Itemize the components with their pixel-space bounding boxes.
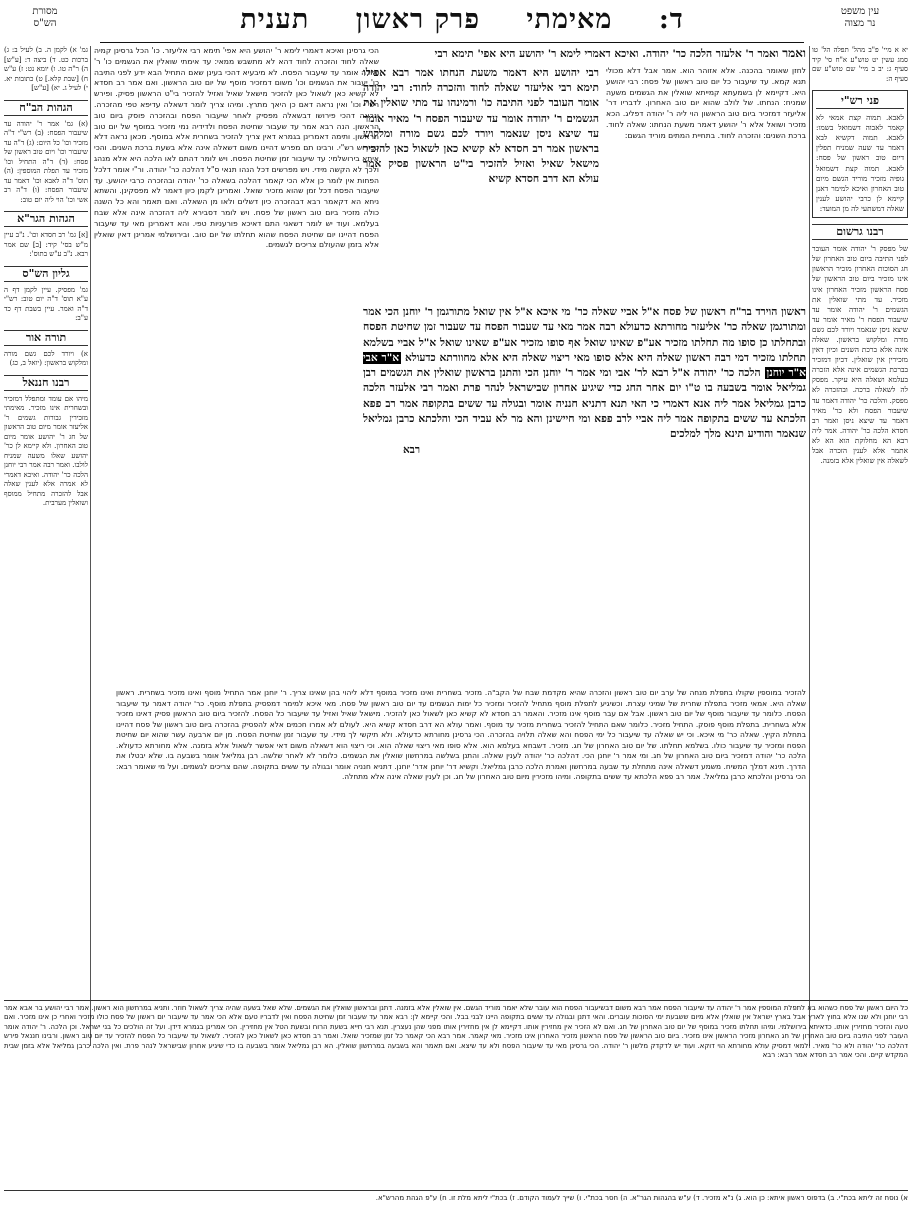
pnei-rashi-title: פני רש"י: [816, 94, 904, 109]
masoret-caption: מסורת הש"ס: [32, 6, 58, 29]
rabenu-hananel-title: רבנו חננאל: [4, 375, 88, 391]
haghot-hagra-text: [א] גמ' רב חסדא וכו'. נ"ב עיין מ"ש בסי' קיד: [ב] שם אמר רבא. נ"ב ע"ש בתוס':: [4, 231, 88, 259]
left-margin-column: [4, 46, 88, 1046]
gemara-main-block: רבי יהושע היא דאמר משעת הנחתו אמר רבא אפילו תימא רבי אליעזר שאלה לחוד והזכרה לחוד: רבי יהודה אומר העובר לפני התיבה כו' ורמינהו עד מתי שואלין את הגשמים ר' יהודה אומר עד שיעבור הפסח ר' מאיר אומר עד שיצא ניסן שנאמר ויורד לכם גשם מורה ומלקוש בראשון אמר רב חסדא לא קשיא כאן לשאול כאן להזכיר מישאל שאיל ואזיל להזכיר בי"ט הראשון פסיק אמר עולא הא דרב חסדא קשיא: [363, 67, 599, 186]
bottom-commentary: כל היום ראשון של פסח כשהוא בא לתפלת המוספין אמר ר' יהודה עד שיעבור הפסח אמר רבא משום דבשיעבור הפסח הוא עובר שלא יאמר מוריד הגשם. אין שואלין אלא בזמנה. דתנן ובראשון שואלין את הגשמים. שלא שאל בשעה שהיה צריך לשאול חוזר. ותניא במרחשון הוא ראשון. אמר רבי יהושע בר אבא אמר רבי יוחנן ולא שנו אלא בחוץ לארץ אבל בארץ ישראל אין שואלין אלא מיום ששבעת ימי הסוכות עוברים. והאי דתנן ובגולה עד ששים בתקופה היינו לבני בבל. והכי קיימא לן: רבא אמר עד שעבור זמן שחיטת הפסח ואין לדבריו טעם אלא הכי אמר עד שיעבור יום ראשון של פסח כולו מזכיר ואחרי כן אינו מזכיר. ואם טעה והזכיר מחזירין אותו. כדאיתא בירושלמי. ומיהו תחלתו מזכיר במוסף של יום טוב האחרון של חג. ואם לא הזכיר אין מחזירין אותו. דקיימא לן אין מחזירין אותו מפני שהן נעצרין. תנא רבי חייא בשעת הרוח ובשעת הטל אין מחזירין. הכי אמרינן בגמרא דידן. ועל זה הולכים כל בני ישראל. וכן הלכה. ר' יהודה אומר העובר לפני התיבה ביום טוב האחרון של חג האחרון מזכיר הראשון אינו מזכיר. ביום טוב הראשון של פסח הראשון מזכיר האחרון אינו מזכיר. מאי קאמר. אמר רבא הכי קאמר כל זמן שמזכיר שואל. ואמר רב חסדא כאן לשאול כאן להזכיר. לשאול עד שיעבור כל הפסח להזכיר עד יום טוב ראשון. ורבינו חננאל פירש דהלכה כר' יהודה ולא כר' מאיר. ולמאי דמסיק עולא מחורתא הוי דוקא. ועוד יש לדקדק מלשון ר' יהודה. הכי גרסינן מאי עד שיעבור הפסח ולא עד שיצא. ואם תאמר והא בשבעה במרחשון שואלין. הא רבן גמליאל אומר בשבעה בו כדי שיגיע אחרון שבישראל לנהר פרת. ואין הלכה כרבן גמליאל אלא בזמן שבית המקדש קיים. והכי אמר רב חסדא אמר רבא: רבא: [4, 1000, 908, 1189]
haghot-hagra-title: הגהות הגר"א: [4, 211, 88, 227]
masoret-text: גמ' א) לקמן ה. ב) לעיל ב: ג) ברכות כט. ד) ביצה ד: [ע"ש] ה) ר"ה טו. ו) יומא נט: ז) ע"ש ח) [שבת קלא.] ט) כתובות יא. י) לעיל ג. יא) [ע"ש]: [4, 46, 88, 92]
rabenu-gershom-text: של מפסק ר' יהודה אומר העובר לפני התיבה ביום טוב האחרון של חג הסוכות האחרון מזכיר הראשון אינו מזכיר ביום טוב הראשון של פסח הראשון מזכיר האחרון אינו מזכיר. עד מתי שואלין את הגשמים ר' יהודה אומר עד שיעבור הפסח ר' מאיר אומר עד שיצא ניסן שנאמר ויורד לכם גשם מורה ומלקוש בראשון. שאלה אינה אלא ברכת השנים וכיון דאין מזכירין אין שואלין. דכיון דמזכיר בברכת הגשמים אינה אלא הזכרה בעלמא ושאלה היא עיקר. מפסק לה לשאלה ברכה. ובהזכרה לא מפסק. והלכה כר' יהודה דאמר עד שיעבור הפסח ולא כר' מאיר דאמר עד שיצא ניסן ואמר רב חסדא הלכה כר' יהודה. אמר ליה רבא הא מחלוקת הוא הא לא אתמר אלא לענין הזכרה אבל לשאלה אין שואלין אלא בזמנה.: [812, 244, 908, 466]
gilyon-title: גליון הש"ס: [4, 266, 88, 282]
gilyon-text: גמ' מפסיק. עיין לקמן דף ה ע"א תוס' ד"ה יום טוב: רש"י ד"ה ואמר. עיין בשבת דף כד ע"ב:: [4, 285, 88, 323]
chapter-name: מאימתי: [526, 4, 613, 35]
rashi-wide-block: להזכיר במוספין שקולו בתפלת מנחה של ערב יום טוב ראשון והזכרה שהיא מקדמת שבח של הקב"ה. מזכיר בשחרית ואינו מזכיר במוסף דלא ליהוי בהן שאינו צריך. ר' יוחנן אמר התחיל מוסף ואינו מזכיר בשחרית. ראשון שאלה היא. אמאי מזכיר בתפלת שחרית של שמיני עצרת. וכשיגיע לתפלת מוסף מתחיל להזכיר ומזכיר כל ימות הגשמים עד יום טוב ראשון של פסח. מאי איכא למימר דמפסיק בתפלת מוסף. כר' יהודה דאמר עד שיעבור הפסח. כלומר עד שיעבור מוסף של יום טוב ראשון. אבל אם עבר מוסף אינו מזכיר. והאמר רב חסדא לא קשיא כאן לשאול כאן להזכיר. מישאל שאיל ואזיל עד שיעבור כל הפסח. להזכיר ביום טוב הראשון פסיק דאינו מזכיר אלא בשחרית. בתפלת מוסף פוסק. התחיל מזכיר. כלומר שאם התחיל להזכיר בשחרית מזכיר עד מוסף. ואמר עולא הא דרב חסדא קשיא היא. לעולם לא אמרו חכמים אלא להפסיק בהזכרה ביום טוב ראשון של פסח דהיינו בתחלת הקיץ. שאלה כר' מי איכא. וכי יש שאלה עד שיעבור כל ימי הפסח והא שאלה תלויה בהזכרה. הכי גרסינן מחורתא כדעולא. ולא תיקשי לך מידי. עד שעבור זמן שחיטת הפסח. מן יום ארבעה עשר שהוא יום שחיטת הפסח ומזכיר עד שיעבור כולו. בשלמא תחלתו. של יום טוב האחרון של חג. מזכיר. דשבחא בעלמא הוא. אלא סופו מאי ריצוי שאלה הוא. וכי ריצוי הוא דשאלה משום דאי אפשר לשאול אלא בזמנה. אלא מחורתא כדעולא. הלכה כר' יהודה דמזכיר ביום טוב האחרון של חג. ומי אמר ר' יוחנן הכי. דהלכה כר' יהודה לענין שאלה. והתנן בשלשה במרחשון שואלין את הגשמים. כלומר לא לאחר שלשה. רבן גמליאל אומר בשבעה בו. שלא יבטלו את הדרך. תינא דמלך המשיח. משמע דשאלה אינה מתחלת עד שבעה במרחשון ואמרת הלכה כרבן גמליאל. וקשיא דר' יוחנן אדר' יוחנן. דתניא חנניה אומר ובגולה עד ששים בתקופה. שהם צריכים לגשמים. ועל מי שאומר רבא: הכי גרסינן והלכתא כרבן גמליאל. אמר רב פפא הלכתא עד ששים בתקופה. ומיהו מזכירין מיום טוב האחרון של חג. וכן לענין שאלה אינה אלא מתחלה.: [116, 688, 806, 781]
right-divider: [809, 46, 810, 1046]
pnei-rashi-box: [812, 90, 908, 218]
rabenu-gershom-title: רבנו גרשום: [812, 224, 908, 240]
gemara-body-2: ראשון הוירד בר"ח ראשון של פסח א"ל אביי שאלה כר' מי איכא א"ל אין שואל מתורגמן ר' יוחנן הכי אמר ומתורגמן שאלה כר' אליעזר מחורתא כדעולא רבה אמר מאי עד שעבור הפסח עד שעבור זמן שחיטת הפסח ובתחלתו כן סופו מה תחלתו מזכיר אע"פ שאינו שואל אף סופו מזכיר אע"פ שאינו שואל א"ל אביי בשלמא תחלתו מזכיר דמי רבה ראשון שאלה היא אלא סופו מאי ריצוי שאלה היא אלא מחוורתא כדעולא: [363, 306, 806, 364]
torah-or-text: א) ויורד לכם גשם מורה ומלקוש בראשון: (יואל ב, כג): [4, 349, 88, 368]
rabenu-hananel-text: מיהו אם עומד ומתפלל דמזכיר ובשחרית אינו מזכיר. מאימתי מזכירין גבורות גשמים ר' אליעזר אומר מיום טוב הראשון של חג ר' יהושע אומר מיום טוב האחרון. ולא קיימא לן כר' יהושע שאלו משעה שמניח לולבו. ואמר רבה אמר רבי יוחנן הלכה כר' יהודה. ואיכא דאמרי לא אמרה אלא לענין שאלה אבל להזכרה מתחיל ממוסף ושואלין מערבית.: [4, 394, 88, 508]
rashi-commentary: לחזן שאומר בהכנה. אלא אזוהר הוא. אמר אבל דלא מכולי תנא קמא. עד שיעבור כל יום טוב ראשון של פסח: רבי יהושע היא. דקיימא לן בשמעתא קמייתא שואלין את הגשמים משעה שמניח: הנחתו. של לולב שהוא יום טוב האחרון. לדבריו דר' אליעזר דמזכיר ביום טוב הראשון הוי ליה ר' יהודה דפליג. הכא מזכיר ושואל אלא ר' יהושע דאמר משעת הנחתו: שאלה לחוד. ברכת השנים: והזכרה לחוד. בתחיית המתים מוריד הגשם:: [606, 66, 806, 140]
gemara-body-3: הלכה כר' יהודה א"ל רבא לר' אבי ומי אמר ר' יוחנן הכי והתנן בראשון שואלין את הגשמים רבן גמליאל אומר בשבעה בו ט"ו יום אחר החג כדי שיגיע אחרון שבישראל לנהר פרת ואמר רבי אלעזר הלכה כרבן גמליאל אמר ליה אנא דאמרי כי האי תנא דתניא חנניה אומר ובגולה עד ששים בתקופה אמר רב פפא הלכתא עד ששים בתקופה אמר ליה אביי לרב פפא ומי חיישינן והא מר לא עביד הכי והלכתא כרבן גמליאל שנאמר והודיע תינא מלך למלכים: [363, 367, 806, 441]
tractate-name: תענית: [240, 4, 310, 35]
gemara-wide-block: [363, 305, 806, 685]
pnei-rashi-text: לאבא. תמוה קצת אמאי לא קאמר לאבוה דשמואל בשמו: לאבא. תמוה דקשיא לבא דאמר עד שעה שמניח תפלין דיום טוב ראשון של פסח: לאבא. תמוה קצת דשמואל גופיה מזכיר מוריד הגשם מיום טוב האחרון ואיכא למימר דאנן קיימא לן כרבי יהושע לענין שאלה דמשתעי לה מן המועד:: [816, 113, 904, 213]
header-rule: [100, 42, 804, 43]
ein-mishpat-caption: עין משפט נר מצוה: [840, 6, 880, 29]
footnote-line: א) נוסח זה ליתא בכת"י. ב) בדפוס ראשון איתא: כן הוא. ג) נ"א מזכיר. ד) ע"ש בהגהות הגר"א. ה) חסר בכת"י. ו) שייך לעמוד הקודם. ז) בכת"י ליתא מלת זו. ח) ע"פ הגהת מהרש"א.: [4, 1190, 908, 1210]
highlighted-phrase: א"ר אבי א"ר יוחנן: [363, 351, 806, 380]
gemara-opening-word: ואמר: [782, 46, 806, 60]
page-title: [160, 4, 764, 35]
gemara-top-text: ואמר ר' אלעזר הלכה כר' יהודה. ואיכא דאמרי לימא ר' יהושע היא אפי' תימא רבי: [434, 48, 779, 60]
left-divider: [90, 46, 91, 1046]
gemara-top-line: [363, 46, 806, 64]
haghot-bach-text: (א) גמ' אמר ר' יהודה עד שיעבור הפסח: (ב) רש"י ד"ה מזכיר וכו' כל היום: (ג) ד"ה עד שיעבור וכו' ויום טוב ראשון של פסח: (ד) ד"ה התחיל וכו' מזכיר עד תפלת המוספין: (ה) תוס' ד"ה לאבא וכו' דאמר עד שיעבור הפסח: (ו) ד"ה רב אשי וכו' הוי ליה יום טוב:: [4, 119, 88, 204]
gemara-end-word: רבא: [403, 443, 421, 456]
page-header: [0, 4, 914, 44]
haghot-bach-title: הגהות הב"ח: [4, 100, 88, 116]
chapter-number: פרק ראשון: [355, 4, 481, 35]
tosafot-commentary: הכי גרסינן ואיכא דאמרי לימא ר' יהושע היא אפי' תימא רבי אליעזר. כו' הכל גרסינן קמיה שאלה לחוד והזכרה לחוד דהא לא מתשבש ממאי: עד אימתי שואלין את הגשמים כו' ר' יהודה אומר עד שיעבור הפסח. לא מיבעיא דהכי בעינן שאם התחיל הבא ידע לפני התיבה כו' יעבור את הגשמים וכו' משום דמזכיר מוסף של יום טוב הראשון. ואם אמר רב חסדא לא קשיא כאן לשאול כאן להזכיר מישאל שאיל ואזיל להזכיר בי"ט הראשון פסיק. ופירש רש"י וכו' ואין נראה דאם כן היאך מתרץ. ומיהו צריך לומר דשאלה עדיפא טפי מהזכרה. ונראה דהכי פירושו דבשאלה מפסיק לאחר שיעבור הפסח ובהזכרה פוסק ביום טוב הראשון. הנה רבא אמר עד שעבור שחיטת הפסח ולדידיה נמי מזכיר במוסף של יום טוב הראשון. ותימה דאמרינן בגמרא דאין צריך להזכיר בשחרית אלא במוסף. מכאן נראה דלא כפירוש רש"י. ורבינו תם מפרש דהיינו משום דשאלה אינה אלא בשעת ברכת השנים. והכי איתא בירושלמי: עד שיעבור זמן שחיטת הפסח. ויש לומר דהתם לאו הלכה היא אלא מנהג ולכך לא הקשה מידי. ויש מפרשים דכל הנהו תנאי ס"ל דהלכה כר' יהודה. ור"י אומר דלכל הפחות אין לומר כן אלא הכי קאמר דהלכה בשאלה כר' יהודה ובהזכרה כרבי יהושע. עד שיעבור הפסח דכל זמן שהוא מזכיר שואל. ואמרינן לקמן כיון דאמר לא מפסקינן. והשתא ניחא הא דקאמר רבא דבהזכרה כיון דשלים ולאו מן השאלה. ואם תאמר והא כל השנה כולה מזכיר ביום טוב ראשון של פסח. ויש לומר דסבירא ליה דהזכרה אינה אלא שבח בעלמא. ועוד יש לומר דשאני התם דאיכא פורעניות טפי. והא דאמרינן מאי עד שיעבור הפסח דהיינו יום שחיטת הפסח שהוא תחלתו של יום טוב. ובירושלמי אמרינן דאין שואלין אלא בזמן שהעולם צריכים לגשמים.: [94, 46, 379, 250]
ein-mishpat-text: יא א מיי' פ"ב מהל' תפלה הל' טו סמג עשין יט טוש"ע א"ח סי' קיד סעיף ג: יב ב מיי' שם טוש"ע שם סעיף ה:: [812, 46, 908, 83]
right-margin-column: [812, 46, 908, 1046]
torah-or-title: תורה אור: [4, 330, 88, 346]
daf-number: ד:: [658, 4, 684, 35]
